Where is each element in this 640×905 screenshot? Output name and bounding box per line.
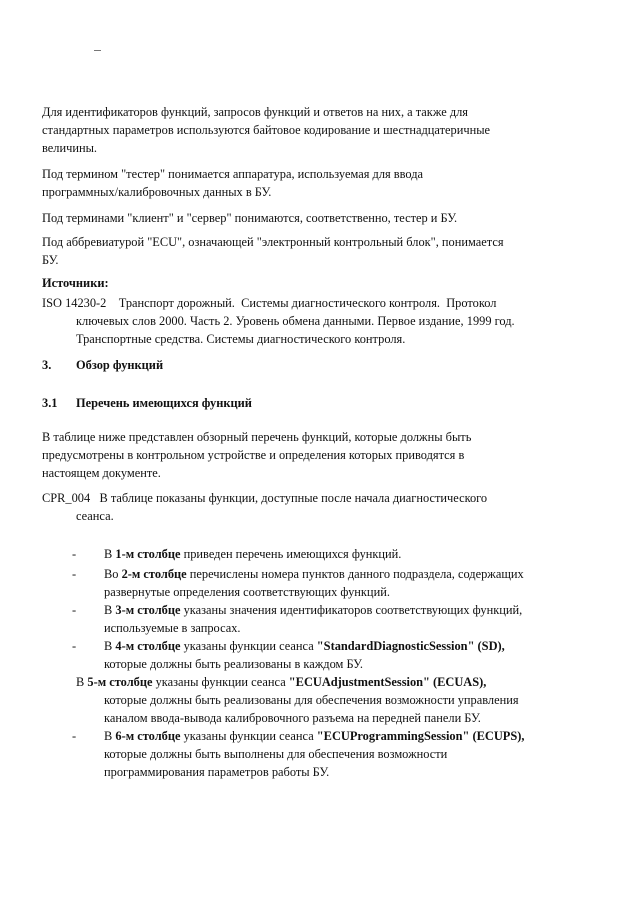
- section-3-title: Обзор функций: [76, 358, 164, 372]
- reference-line: ISO 14230-2 Транспорт дорожный. Системы диагностического контроля. Протокол: [42, 296, 497, 310]
- paragraph-line: БУ.: [42, 253, 59, 267]
- bullet-column-4: В 4-м столбце указаны функции сеанса "StandardDiagnosticSession" (SD), которые должны быть реализованы в каждом БУ.: [104, 639, 505, 671]
- bullet-column-3: В 3-м столбце указаны значения идентификаторов соответствующих функций, используемые в запросах.: [104, 603, 523, 635]
- header-mark: [94, 50, 101, 51]
- paragraph-line: Под термином "тестер" понимается аппаратура, используемая для ввода: [42, 167, 424, 181]
- section-3-1-number: 3.1: [42, 396, 58, 410]
- bullet-column-2: Во 2-м столбце перечислены номера пунктов данного подраздела, содержащих развернутые определения соответствующих функций.: [104, 567, 524, 599]
- paragraph-line: Для идентификаторов функций, запросов функций и ответов на них, а также для: [42, 105, 469, 119]
- intro-paragraph: [42, 428, 471, 482]
- bullet-column-6: В 6-м столбце указаны функции сеанса "ECUProgrammingSession" (ECUPS), которые должны быть выполнены для обеспечения возможности программирования параметров работы БУ.: [104, 729, 525, 779]
- reference-line: ключевых слов 2000. Часть 2. Уровень обмена данными. Первое издание, 1999 год.: [76, 314, 515, 328]
- bullet-column-5: В 5-м столбце указаны функции сеанса "ECUAdjustmentSession" (ECUAS), которые должны быть реализованы для обеспечения возможности управления каналом ввода-вывода калибровочного разъема на передней панели БУ.: [76, 675, 519, 725]
- section-3-1-title: Перечень имеющихся функций: [76, 396, 252, 410]
- paragraph-ecu: [42, 233, 504, 269]
- bullet-dash: -: [72, 603, 77, 617]
- paragraph-client-server: [42, 209, 457, 227]
- paragraph-line: настоящем документе.: [42, 466, 161, 480]
- reference-line: Транспортные средства. Системы диагностического контроля.: [76, 332, 406, 346]
- bullet-dash: -: [72, 729, 77, 743]
- paragraph-line: предусмотрены в контрольном устройстве и определения которых приводятся в: [42, 448, 465, 462]
- paragraph-line: Под терминами "клиент" и "сервер" понимаются, соответственно, тестер и БУ.: [42, 211, 458, 225]
- bullet-column-1: В 1-м столбце приведен перечень имеющихся функций.: [104, 547, 402, 561]
- reference-iso-14230-2: [42, 294, 562, 348]
- bullet-dash: -: [72, 567, 77, 581]
- paragraph-encoding: [42, 103, 490, 157]
- paragraph-line: В таблице ниже представлен обзорный перечень функций, которые должны быть: [42, 430, 472, 444]
- paragraph-line: Под аббревиатурой "ECU", означающей "электронный контрольный блок", понимается: [42, 235, 504, 249]
- section-3-number: 3.: [42, 358, 52, 372]
- paragraph-tester: [42, 165, 423, 201]
- sources-heading: Источники:: [42, 276, 109, 290]
- paragraph-line: CPR_004 В таблице показаны функции, доступные после начала диагностического: [42, 491, 488, 505]
- paragraph-line: программных/калибровочных данных в БУ.: [42, 185, 272, 199]
- cpr-004-paragraph: [42, 489, 487, 525]
- bullet-dash: -: [72, 547, 77, 561]
- paragraph-line: стандартных параметров используются байтовое кодирование и шестнадцатеричные: [42, 123, 491, 137]
- paragraph-line: сеанса.: [76, 509, 114, 523]
- paragraph-line: величины.: [42, 141, 98, 155]
- bullet-dash: -: [72, 639, 77, 653]
